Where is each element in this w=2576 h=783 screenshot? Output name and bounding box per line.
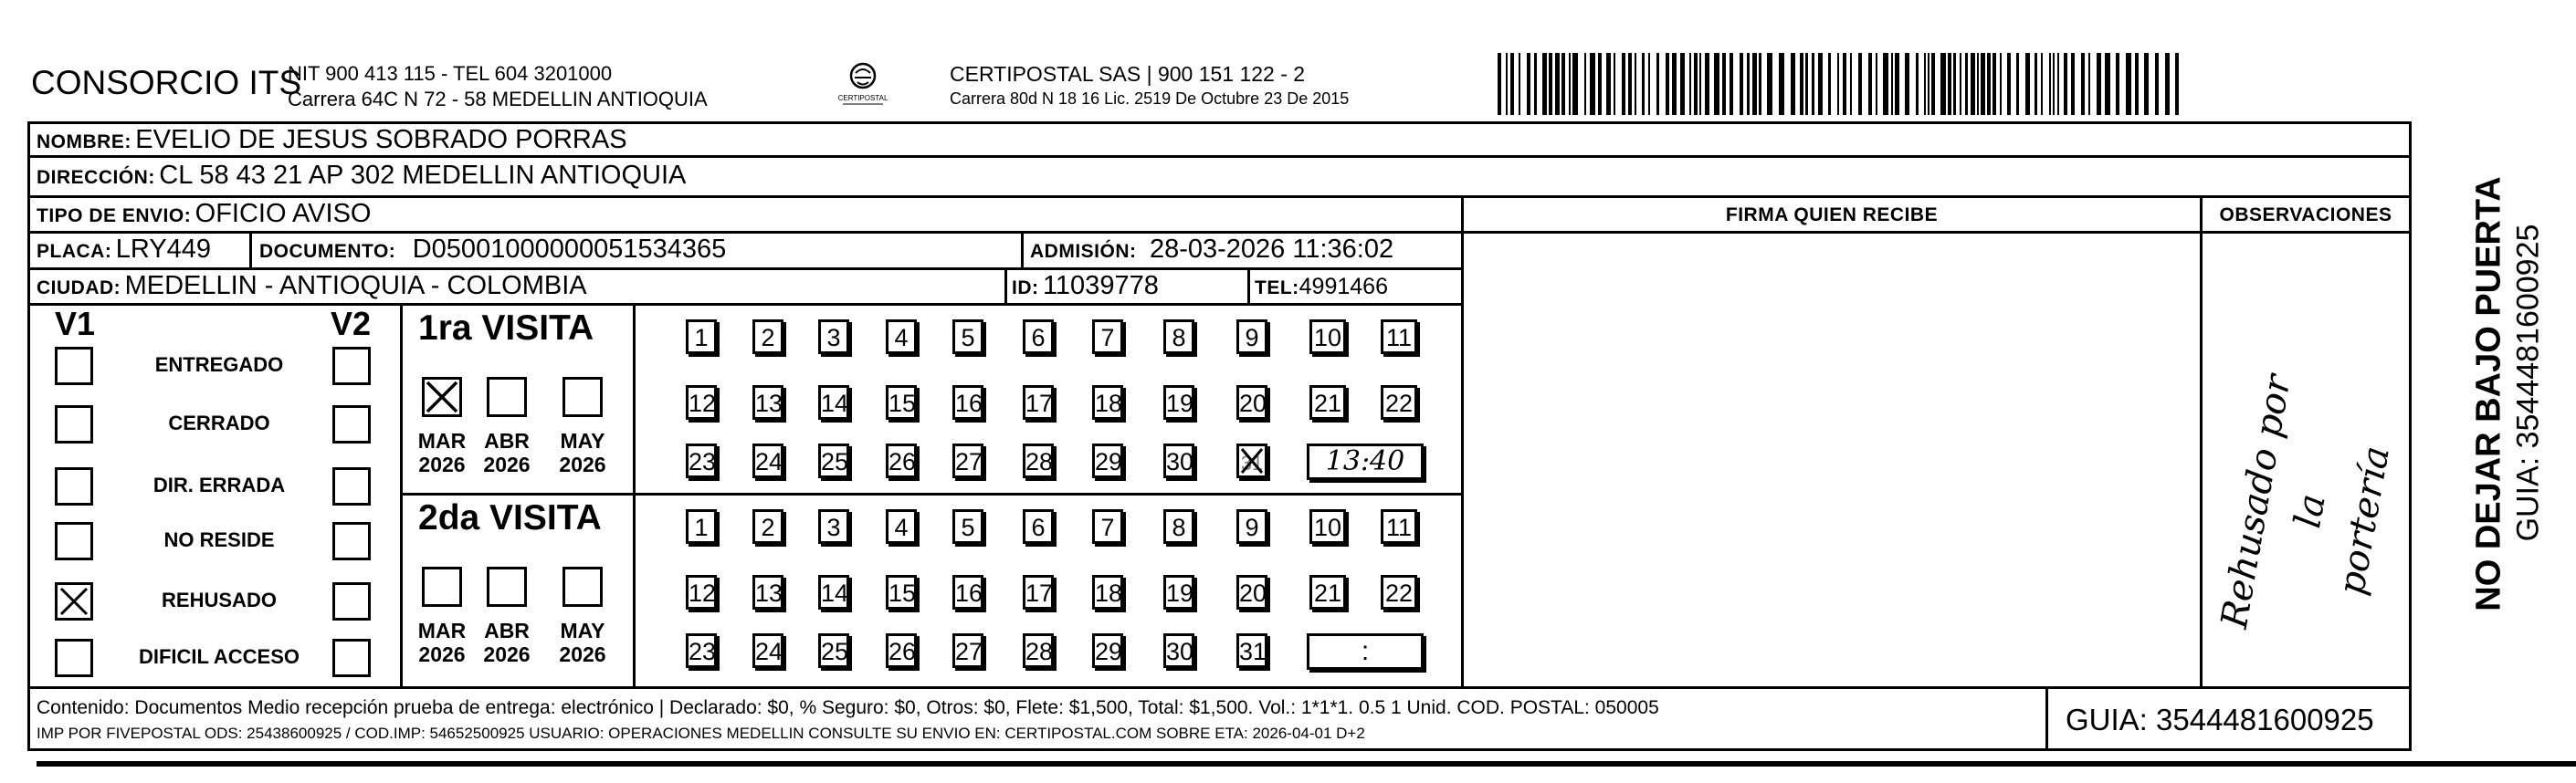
company-info-2: Carrera 64C N 72 - 58 MEDELLIN ANTIOQUIA: [288, 88, 708, 110]
day-box[interactable]: 14: [818, 385, 849, 420]
day-box[interactable]: 13: [752, 575, 783, 610]
side-warning: NO DEJAR BAJO PUERTA: [2469, 176, 2508, 611]
month-label: ABR 2026: [483, 619, 531, 667]
day-box[interactable]: 17: [1023, 385, 1054, 420]
v1-checkbox[interactable]: [55, 522, 93, 560]
carrier-info: Carrera 80d N 18 16 Lic. 2519 De Octubre 23 De 2015: [950, 89, 1350, 108]
day-box[interactable]: 12: [686, 575, 717, 610]
day-box[interactable]: 24: [752, 444, 783, 478]
day-box[interactable]: 3: [818, 319, 849, 354]
day-box[interactable]: 1: [686, 319, 717, 354]
day-box[interactable]: 26: [886, 444, 917, 478]
placa-label: PLACA:: [37, 241, 112, 262]
v1-checkbox[interactable]: [55, 582, 93, 621]
day-box[interactable]: 26: [886, 633, 917, 668]
ciudad-value: MEDELLIN - ANTIOQUIA - COLOMBIA: [124, 271, 587, 300]
v1-checkbox[interactable]: [55, 347, 93, 385]
visit-title: 2da VISITA: [418, 498, 602, 538]
day-box[interactable]: 3: [818, 509, 849, 544]
day-box[interactable]: 1: [686, 509, 717, 544]
v2-checkbox[interactable]: [332, 582, 371, 621]
status-label: ENTREGADO: [154, 353, 284, 376]
day-box[interactable]: 23: [686, 633, 717, 668]
day-box[interactable]: 8: [1163, 509, 1194, 544]
tel-value: 4991466: [1299, 274, 1388, 299]
day-box[interactable]: 7: [1092, 509, 1123, 544]
day-box[interactable]: 30: [1163, 633, 1194, 668]
day-box[interactable]: 27: [952, 444, 983, 478]
month-checkbox[interactable]: [487, 567, 527, 607]
ciudad-label: CIUDAD:: [37, 277, 121, 298]
day-box[interactable]: 18: [1092, 385, 1123, 420]
v2-checkbox[interactable]: [332, 522, 371, 560]
company-name: CONSORCIO ITS: [31, 64, 302, 101]
placa-value: LRY449: [115, 235, 212, 264]
documento-label: DOCUMENTO:: [259, 241, 396, 262]
day-box[interactable]: 9: [1236, 319, 1267, 354]
tipo-value: OFICIO AVISO: [195, 199, 372, 228]
day-box[interactable]: 6: [1023, 319, 1054, 354]
status-label: REHUSADO: [162, 589, 277, 611]
v2-checkbox[interactable]: [332, 639, 371, 677]
id-label: ID:: [1012, 277, 1039, 298]
day-box[interactable]: 25: [818, 444, 849, 478]
month-label: MAR 2026: [417, 429, 467, 477]
day-box[interactable]: 10: [1309, 509, 1346, 544]
day-box[interactable]: 13: [752, 385, 783, 420]
day-box[interactable]: 31: [1236, 633, 1267, 668]
status-label: NO RESIDE: [163, 528, 275, 551]
day-box[interactable]: 22: [1381, 575, 1417, 610]
day-box[interactable]: 29: [1092, 633, 1123, 668]
observaciones-note: [2204, 353, 2417, 669]
day-box[interactable]: 6: [1023, 509, 1054, 544]
day-box[interactable]: 7: [1092, 319, 1123, 354]
status-label: CERRADO: [168, 412, 270, 434]
day-box[interactable]: 28: [1023, 444, 1054, 478]
day-box[interactable]: 16: [952, 385, 983, 420]
day-box[interactable]: 20: [1236, 575, 1267, 610]
day-box[interactable]: 4: [886, 319, 917, 354]
observaciones-header: OBSERVACIONES: [2219, 204, 2392, 225]
day-box[interactable]: 2: [752, 509, 783, 544]
day-box[interactable]: 9: [1236, 509, 1267, 544]
month-checkbox[interactable]: [563, 567, 603, 607]
nombre-label: NOMBRE:: [37, 131, 131, 152]
day-box[interactable]: 10: [1309, 319, 1346, 354]
tel-label: TEL:: [1255, 277, 1299, 298]
status-label: DIFICIL ACCESO: [138, 645, 300, 668]
v1-checkbox[interactable]: [55, 405, 93, 444]
carrier-name: CERTIPOSTAL SAS | 900 151 122 - 2: [950, 62, 1306, 86]
day-box[interactable]: 19: [1163, 575, 1194, 610]
observaciones-line-1: Rehusado por la: [2213, 371, 2334, 632]
id-value: 11039778: [1042, 271, 1159, 300]
day-box[interactable]: 18: [1092, 575, 1123, 610]
day-box[interactable]: 21: [1309, 575, 1346, 610]
day-box[interactable]: 15: [886, 575, 917, 610]
v2-checkbox[interactable]: [332, 405, 371, 444]
time-box[interactable]: 13:40: [1307, 444, 1424, 480]
documento-value: D05001000000051534365: [412, 235, 727, 264]
day-box[interactable]: 5: [952, 319, 983, 354]
day-box[interactable]: 29: [1092, 444, 1123, 478]
month-label: MAY 2026: [559, 429, 606, 477]
day-box[interactable]: 23: [686, 444, 717, 478]
side-guia: GUIA: 3544481600925: [2510, 224, 2546, 542]
certipostal-logo: [836, 60, 890, 106]
v2-checkbox[interactable]: [332, 347, 371, 385]
day-box[interactable]: 15: [886, 385, 917, 420]
footer-guia: GUIA: 3544481600925: [2066, 703, 2374, 736]
nombre-value: EVELIO DE JESUS SOBRADO PORRAS: [135, 125, 627, 154]
month-checkbox[interactable]: [487, 377, 527, 417]
company-info-1: NIT 900 413 115 - TEL 604 3201000: [288, 62, 613, 85]
day-box-marked[interactable]: 31: [1236, 444, 1267, 478]
observaciones-line-2: portería: [2330, 443, 2399, 599]
day-box[interactable]: 22: [1381, 385, 1417, 420]
barcode: [1498, 53, 2182, 115]
month-label: MAY 2026: [559, 619, 606, 667]
day-box[interactable]: 27: [952, 633, 983, 668]
status-label: DIR. ERRADA: [152, 474, 286, 496]
month-label: ABR 2026: [483, 429, 531, 477]
direccion-label: DIRECCIÓN:: [37, 167, 155, 188]
month-checkbox[interactable]: [422, 377, 462, 417]
day-box[interactable]: 19: [1163, 385, 1194, 420]
day-box[interactable]: 25: [818, 633, 849, 668]
day-box[interactable]: 17: [1023, 575, 1054, 610]
visit-title: 1ra VISITA: [418, 308, 594, 348]
v2-checkbox[interactable]: [332, 467, 371, 506]
day-box[interactable]: 16: [952, 575, 983, 610]
day-box[interactable]: 20: [1236, 385, 1267, 420]
month-label: MAR 2026: [417, 619, 467, 667]
admision-label: ADMISIÓN:: [1030, 241, 1137, 262]
day-box[interactable]: 28: [1023, 633, 1054, 668]
logo-text: CERTIPOSTAL: [837, 94, 888, 102]
footer-line-1: Contenido: Documentos Medio recepción prueba de entrega: electrónico | Declarado: $0, % Seguro: $0, Otros: $0, Flete: $1,500, Total: $1,500. Vol.: 1*1*1. 0.5 1 Unid. COD. POSTAL: 050005: [37, 697, 1659, 718]
day-box[interactable]: 24: [752, 633, 783, 668]
day-box[interactable]: 11: [1381, 509, 1417, 544]
day-box[interactable]: 5: [952, 509, 983, 544]
v1-checkbox[interactable]: [55, 639, 93, 677]
day-box[interactable]: 14: [818, 575, 849, 610]
day-box[interactable]: 11: [1381, 319, 1417, 354]
day-box[interactable]: 30: [1163, 444, 1194, 478]
direccion-value: CL 58 43 21 AP 302 MEDELLIN ANTIOQUIA: [159, 161, 687, 190]
month-checkbox[interactable]: [422, 567, 462, 607]
day-box[interactable]: 12: [686, 385, 717, 420]
v1-checkbox[interactable]: [55, 467, 93, 506]
day-box[interactable]: 21: [1309, 385, 1346, 420]
day-box[interactable]: 4: [886, 509, 917, 544]
month-checkbox[interactable]: [563, 377, 603, 417]
v2-label: V2: [331, 305, 372, 342]
footer-line-2: IMP POR FIVEPOSTAL ODS: 25438600925 / COD.IMP: 54652500925 USUARIO: OPERACIONES MEDELLIN CONSULTE SU ENVIO EN: CERTIPOSTAL.COM SOBRE ETA: 2026-04-01 D+2: [37, 725, 1365, 742]
day-box[interactable]: 2: [752, 319, 783, 354]
tipo-label: TIPO DE ENVIO:: [37, 205, 192, 226]
day-box[interactable]: 8: [1163, 319, 1194, 354]
admision-value: 28-03-2026 11:36:02: [1149, 235, 1394, 264]
time-box[interactable]: :: [1307, 633, 1424, 670]
v1-label: V1: [55, 305, 96, 342]
firma-header: FIRMA QUIEN RECIBE: [1725, 204, 1939, 225]
